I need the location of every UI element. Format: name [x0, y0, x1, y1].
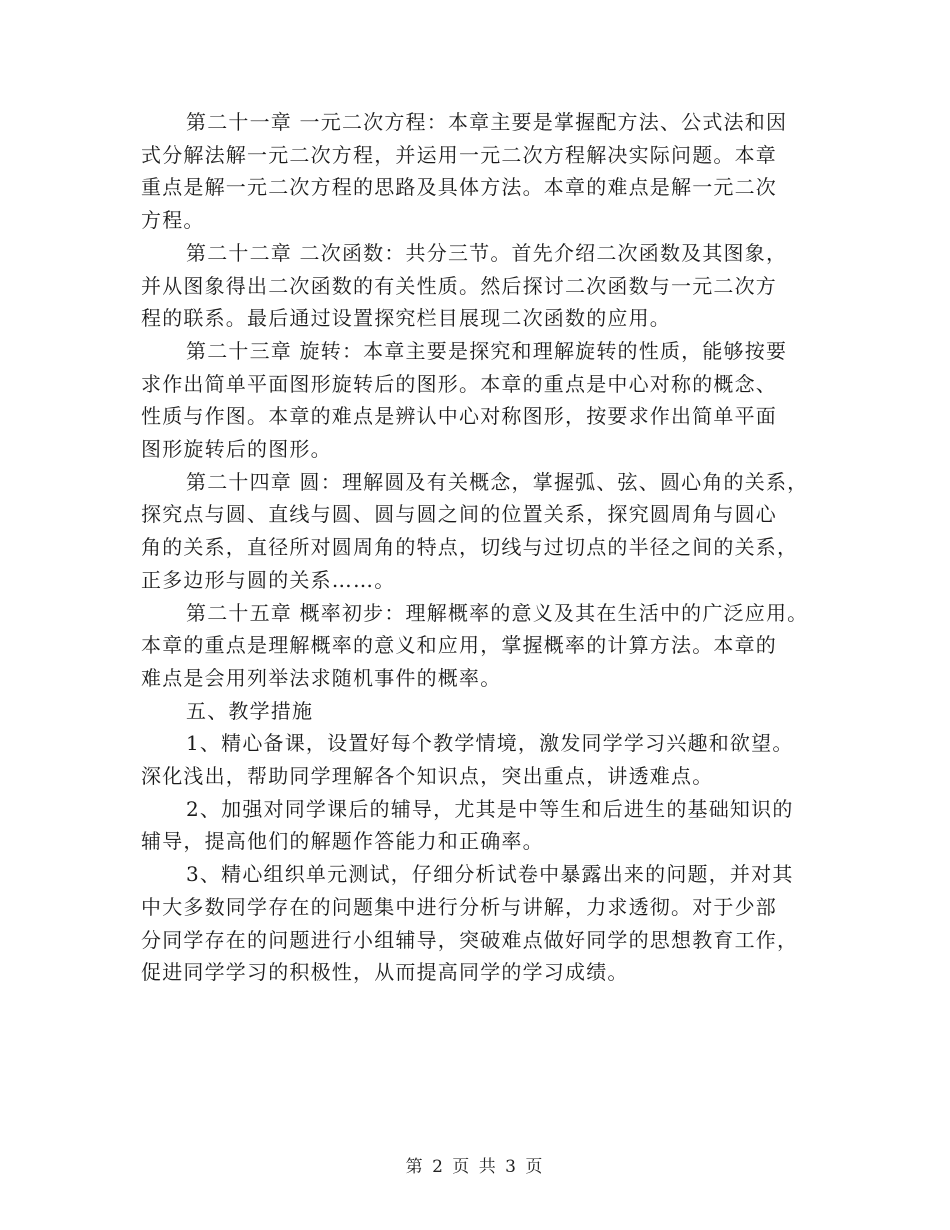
- paragraph-chapter-23: [141, 335, 821, 466]
- text-line: 第二十一章 一元二次方程：本章主要是掌握配方法、公式法和因: [186, 110, 788, 134]
- text-line: 方程。: [141, 208, 205, 233]
- text-line: 程的联系。最后通过设置探究栏目展现二次函数的应用。: [141, 306, 671, 331]
- section-heading-teaching-measures: [141, 695, 821, 728]
- text-line: 第二十二章 二次函数：共分三节。首先介绍二次函数及其图象，: [186, 240, 788, 265]
- text-line: 辅导，提高他们的解题作答能力和正确率。: [141, 829, 544, 854]
- paragraph-chapter-24: [141, 466, 821, 597]
- paragraph-measure-2: [141, 793, 821, 858]
- text-line: 2、加强对同学课后的辅导，尤其是中等生和后进生的基础知识的: [186, 796, 794, 821]
- text-line: 求作出简单平面图形旋转后的图形。本章的重点是中心对称的概念、: [141, 371, 777, 396]
- paragraph-measure-1: [141, 727, 821, 792]
- heading-line: 五、教学措施: [186, 698, 314, 723]
- paragraph-measure-3: [141, 858, 821, 989]
- text-line: 第二十五章 概率初步：理解概率的意义及其在生活中的广泛应用。: [186, 600, 809, 625]
- text-line: 正多边形与圆的关系……。: [141, 567, 396, 592]
- text-line: 中大多数同学存在的问题集中进行分析与讲解，力求透彻。对于少部: [141, 894, 777, 919]
- text-line: 深化浅出，帮助同学理解各个知识点，突出重点，讲透难点。: [141, 764, 714, 789]
- text-line: 角的关系，直径所对圆周角的特点，切线与过切点的半径之间的关系，: [141, 535, 799, 560]
- text-line: 分同学存在的问题进行小组辅导，突破难点做好同学的思想教育工作，: [141, 927, 799, 952]
- text-line: 图形旋转后的图形。: [141, 437, 332, 462]
- document-body: [141, 106, 821, 989]
- text-line: 性质与作图。本章的难点是辨认中心对称图形，按要求作出简单平面: [141, 404, 777, 429]
- text-line: 难点是会用列举法求随机事件的概率。: [141, 665, 502, 690]
- paragraph-chapter-21: [141, 106, 821, 237]
- text-line: 第二十三章 旋转：本章主要是探究和理解旋转的性质，能够按要: [186, 338, 788, 363]
- text-line: 3、精心组织单元测试，仔细分析试卷中暴露出来的问题，并对其: [186, 862, 794, 887]
- text-line: 第二十四章 圆：理解圆及有关概念，掌握弧、弦、圆心角的关系，: [186, 469, 809, 494]
- text-line: 本章的重点是理解概率的意义和应用，掌握概率的计算方法。本章的: [141, 633, 777, 658]
- page-number-footer: 第 2 页 共 3 页: [405, 1157, 545, 1177]
- text-line: 并从图象得出二次函数的有关性质。然后探讨二次函数与一元二次方: [141, 273, 777, 298]
- text-line: 重点是解一元二次方程的思路及具体方法。本章的难点是解一元二次: [141, 175, 777, 200]
- text-line: 1、精心备课，设置好每个教学情境，激发同学学习兴趣和欲望。: [186, 731, 794, 756]
- paragraph-chapter-22: [141, 237, 821, 335]
- text-line: 促进同学学习的积极性，从而提高同学的学习成绩。: [141, 960, 629, 985]
- text-line: 式分解法解一元二次方程，并运用一元二次方程解决实际问题。本章: [141, 142, 777, 167]
- paragraph-chapter-25: [141, 597, 821, 695]
- text-line: 探究点与圆、直线与圆、圆与圆之间的位置关系，探究圆周角与圆心: [141, 502, 777, 527]
